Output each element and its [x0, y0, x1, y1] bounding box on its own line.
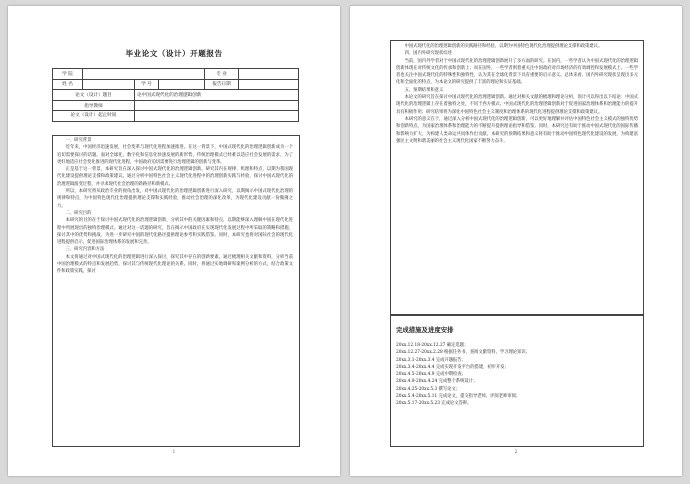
- paragraph: 正是基于这一背景，本研究旨在深入探讨中国式现代化的治理逻辑创新。研究其内在规律、机理和特点，以期为我国现代化建设提供理论支撑和政策建议。通过分析中国特色社会主义现代化进程中的治理创新实践与经验，探讨中国式现代化的治理逻辑演变过程，并寻求现代社会治理的新路径和新模式。: [57, 167, 293, 187]
- paragraph: 近年来，中国经济迅速发展，社会变革与现代化进程加速推进。在这一背景下，中国式现代化的治理逻辑创新成为一个迫切需要探讨的话题。面对全球化、数字化和信息化快速发展的新形势，传统治理模式已经难以适应社会发展的需求。为了更好地适应社会变化推进的现代化进程，中国政府迫切需要进行治理逻辑的创新与变革。: [57, 145, 293, 165]
- period-field[interactable]: [135, 111, 299, 122]
- schedule-item: 20xx.4.25-20xx.5.3 撰写论文；: [396, 386, 461, 392]
- report-date-field[interactable]: [239, 79, 299, 90]
- schedule-item: 20xx.4.5-20xx.4.9 完成中期检查；: [396, 372, 466, 378]
- proposal-body-text: [57, 137, 293, 276]
- paragraph: 本论文的研究旨在探讨中国式现代化的治理逻辑创新。通过对相关文献的梳理和理论分析，预计可以得出以下结论：中国式现代化的治理逻辑上存在着独特之处，不同于西方模式；中国式现代化的治理逻辑创新对于促进国家治理体系和治理能力的提升具有积极作用；研究结果将为深化中国特色社会主义制度和治理体系的现代化进程提供理论支撑和政策建议。: [396, 95, 638, 115]
- schedule-item: 20xx.12.18-20xx.12.27 确定选题；: [396, 343, 469, 348]
- paragraph: 当前，国内外学者对于中国式现代化的治理逻辑创新展开了多方面的研究。在国内，一些学者认为中国式现代化的治理逻辑创新体现在对传统文化的传承和创新上；而在国外，一些学者则着重关注中国政府对市场经济的有效调控和发展模式上。一些学者也关注中国式现代化的特殊性和独特性，认为其在全球化背景下具有重要的启示意义。总体来看，国内外研究现状呈现出多元化和全面化的特点，为本论文的研究提供了丰富的理论和实证基础。: [396, 58, 638, 86]
- paragraph: 本研究的意义在于，通过深入分析中国式现代化的治理逻辑创新，可以更好地理解并评估中国特色社会主义模式的独特优势和创新特点，为国家治理体系和治理能力的不断提升提供理论指导和借鉴。同时，本研究还有助于推动中国式现代化的国际传播和影响力扩大，为构建人类命运共同体作出贡献。本研究的预期结果和意义将有助于推动中国特色现代化建设的发展，为构建富强民主文明和谐美丽的社会主义现代化国家不断努力奋斗。: [396, 116, 638, 144]
- section-heading-background: 一、研究背景: [65, 138, 92, 143]
- schedule-list: [396, 342, 638, 408]
- paragraph: 中国式现代化的治理逻辑创新的实践路径和经验，以期为中国特色现代化治理提供理论支撑和政策建议。: [404, 44, 603, 49]
- paragraph: 本研究的目的在于探讨中国式现代化的治理逻辑创新，分析其中的关键因素和特点，以期能够深入理解中国在现代化进程中所展现出的独特治理模式。通过对这一话题的研究，旨在揭示中国政府在实现现代化发展过程中所采取的策略和措施，探讨其中的优势和挑战，为进一步研究中国的现代化路径提供理论参考和实践借鉴。同时，本研究也将对国际社会的现代化进程提供启示，促进国际治理体系的发展和完善。: [57, 218, 293, 246]
- advisor-label: 指导教师: [53, 100, 135, 111]
- document-page-2: [350, 6, 682, 476]
- topic-field[interactable]: 论中国式现代化的治理逻辑创新: [135, 90, 299, 101]
- paragraph: 本文将通过对中国式现代化的治理逻辑进行深入探讨，探究其中存在的创新要素。通过梳理相关文献和资料，分析当前中国治理模式的特点和发展趋势，探讨其与传统现代化理论的关系。同时，将通过实地调研和案例分析的方式，结合政策文件和政策实践，探讨: [57, 254, 293, 275]
- report-date-label: 报告日期: [205, 79, 239, 90]
- major-label: 专 业: [205, 69, 239, 80]
- section-heading-purpose: 二、研究目的: [65, 210, 92, 216]
- student-id-field[interactable]: [159, 79, 205, 90]
- document-page-1: [8, 6, 340, 476]
- section-heading-review: 四、国内外研究现状综述: [404, 51, 452, 57]
- name-field[interactable]: [83, 79, 135, 90]
- section-heading-methods: 三、研究内容和方法: [65, 247, 105, 253]
- section-heading-expected-results: 五、预期结果和意义: [404, 87, 444, 93]
- college-label: 学 院: [53, 69, 83, 80]
- student-id-label: 学 号: [135, 79, 159, 90]
- schedule-item: 20xx.4.9-20xx.4.24 完成整个系统设计；: [396, 379, 478, 385]
- schedule-item: 20xx.3.1-20xx.3.4 完成开题报告；: [396, 357, 466, 363]
- proposal-body-text: [396, 43, 638, 145]
- college-field[interactable]: [83, 69, 205, 80]
- proposal-info-form: [52, 68, 299, 122]
- schedule-item: 20xx.12.27-20xx.2.28 根据任务书，查阅文献资料，学习理论知识；: [396, 350, 530, 356]
- topic-label: 论文（设计）题目: [53, 90, 135, 101]
- advisor-field[interactable]: [135, 100, 299, 111]
- paragraph: 所以，本研究将从政治专业的视角出发，对中国式现代化的治理逻辑创新进行深入研究，以期揭示中国式现代化治理的规律和特点，为中国特色现代化治理提供理论支撑和实践经验，推动社会治理的深化改革，为现代化建设贡献一份微薄之力。: [57, 189, 293, 209]
- major-field[interactable]: [239, 69, 299, 80]
- schedule-item: 20xx.5.17-20xx.5.23 完成论文答辩。: [396, 401, 472, 407]
- period-label: 论文（设计）起止时间: [53, 111, 135, 122]
- page-title: 毕业论文（设计）开题报告: [125, 49, 223, 58]
- page-number: 1: [172, 449, 176, 454]
- name-label: 姓 名: [53, 79, 83, 90]
- schedule-item: 20xx.5.4-20xx.5.11 完成论文，提交指导老师，评阅老师审阅；: [396, 394, 521, 400]
- schedule-title: 完成措施及进度安排: [396, 326, 454, 334]
- schedule-item: 20xx.3.4-20xx.4.4 完成实现开发平台的搭建，初步开发；: [396, 364, 509, 370]
- page-number: 2: [514, 449, 518, 454]
